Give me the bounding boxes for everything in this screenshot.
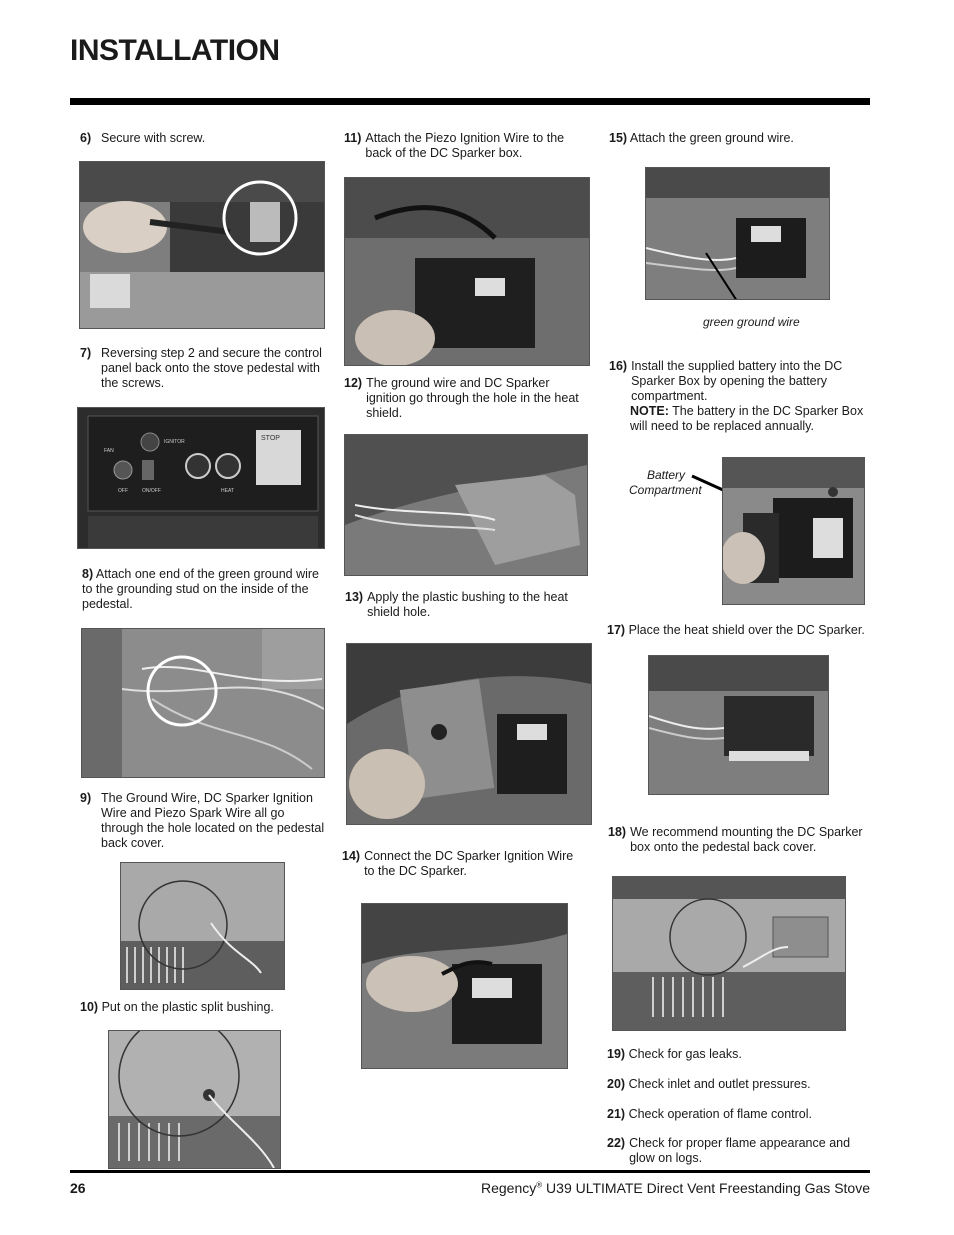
panel-label-fan: FAN bbox=[104, 448, 114, 454]
panel-label-ignitor: IGNITOR bbox=[164, 439, 185, 445]
step-10: 10) Put on the plastic split bushing. bbox=[80, 1000, 274, 1014]
caption-battery-line1: Battery bbox=[647, 468, 686, 482]
photo-ground-stud bbox=[81, 628, 325, 778]
footer-product: U39 ULTIMATE Direct Vent Freestanding Gas Stove bbox=[542, 1180, 870, 1196]
panel-label-onoff: ON/OFF bbox=[142, 488, 161, 494]
photo-green-ground bbox=[645, 167, 830, 300]
step-19: 19) Check for gas leaks. bbox=[607, 1047, 742, 1061]
step-20: 20) Check inlet and outlet pressures. bbox=[607, 1077, 811, 1091]
step-17: 17) Place the heat shield over the DC Sparker. bbox=[607, 623, 865, 637]
page-title: INSTALLATION bbox=[70, 34, 280, 67]
page-number: 26 bbox=[70, 1180, 86, 1196]
photo-split-bushing bbox=[108, 1030, 281, 1169]
photo-battery bbox=[722, 457, 865, 605]
step-7: 7) Reversing step 2 and secure the control panel back onto the stove pedestal with the screws. bbox=[80, 346, 322, 390]
step-22: 22) Check for proper flame appearance and glow on logs. bbox=[607, 1136, 851, 1165]
step-6: 6) Secure with screw. bbox=[80, 131, 206, 145]
registered-mark: ® bbox=[536, 1180, 543, 1190]
photo-plastic-bushing bbox=[346, 643, 592, 825]
photo-heat-shield-hole bbox=[344, 434, 588, 576]
photo-piezo-wire bbox=[344, 177, 590, 366]
caption-green-ground-wire: green ground wire bbox=[703, 315, 800, 329]
panel-label-off: OFF bbox=[118, 488, 128, 494]
panel-label-heat: HEAT bbox=[221, 488, 234, 494]
footer-brand: Regency bbox=[480, 1180, 537, 1196]
footer-rule bbox=[70, 1170, 870, 1173]
step-12: 12) The ground wire and DC Sparker ignition go through the hole in the heat shield. bbox=[344, 376, 579, 420]
header-rule bbox=[70, 98, 870, 105]
footer-title bbox=[481, 1180, 870, 1196]
step-21: 21) Check operation of flame control. bbox=[607, 1107, 812, 1121]
photo-heat-shield-over bbox=[648, 655, 829, 795]
step-16: 16) Install the supplied battery into the DC Sparker Box by opening the battery compartment. bbox=[609, 359, 843, 403]
photo-control-panel bbox=[77, 407, 325, 549]
step-11: 11) Attach the Piezo Ignition Wire to the back of the DC Sparker box. bbox=[344, 131, 565, 160]
photo-connect-sparker bbox=[361, 903, 568, 1069]
step-15: 15) Attach the green ground wire. bbox=[609, 131, 794, 145]
photo-secure-screw bbox=[79, 161, 325, 329]
step-18: 18) We recommend mounting the DC Sparker box onto the pedestal back cover. bbox=[608, 825, 863, 854]
step-9: 9) The Ground Wire, DC Sparker Ignition Wire and Piezo Spark Wire all go through the hole located on the pedestal back cover. bbox=[80, 791, 325, 850]
caption-battery-line2: Compartment bbox=[629, 483, 702, 497]
step-8: 8) Attach one end of the green ground wire to the grounding stud on the inside of the pedestal. bbox=[82, 567, 319, 611]
step-14: 14) Connect the DC Sparker Ignition Wire to the DC Sparker. bbox=[342, 849, 574, 878]
step-13: 13) Apply the plastic bushing to the heat shield hole. bbox=[345, 590, 568, 619]
step-16-note: NOTE: The battery in the DC Sparker Box will need to be replaced annually. bbox=[630, 404, 864, 433]
panel-label-stop: STOP bbox=[261, 435, 280, 442]
photo-mount-sparker bbox=[612, 876, 846, 1031]
photo-pedestal-hole bbox=[120, 862, 285, 990]
